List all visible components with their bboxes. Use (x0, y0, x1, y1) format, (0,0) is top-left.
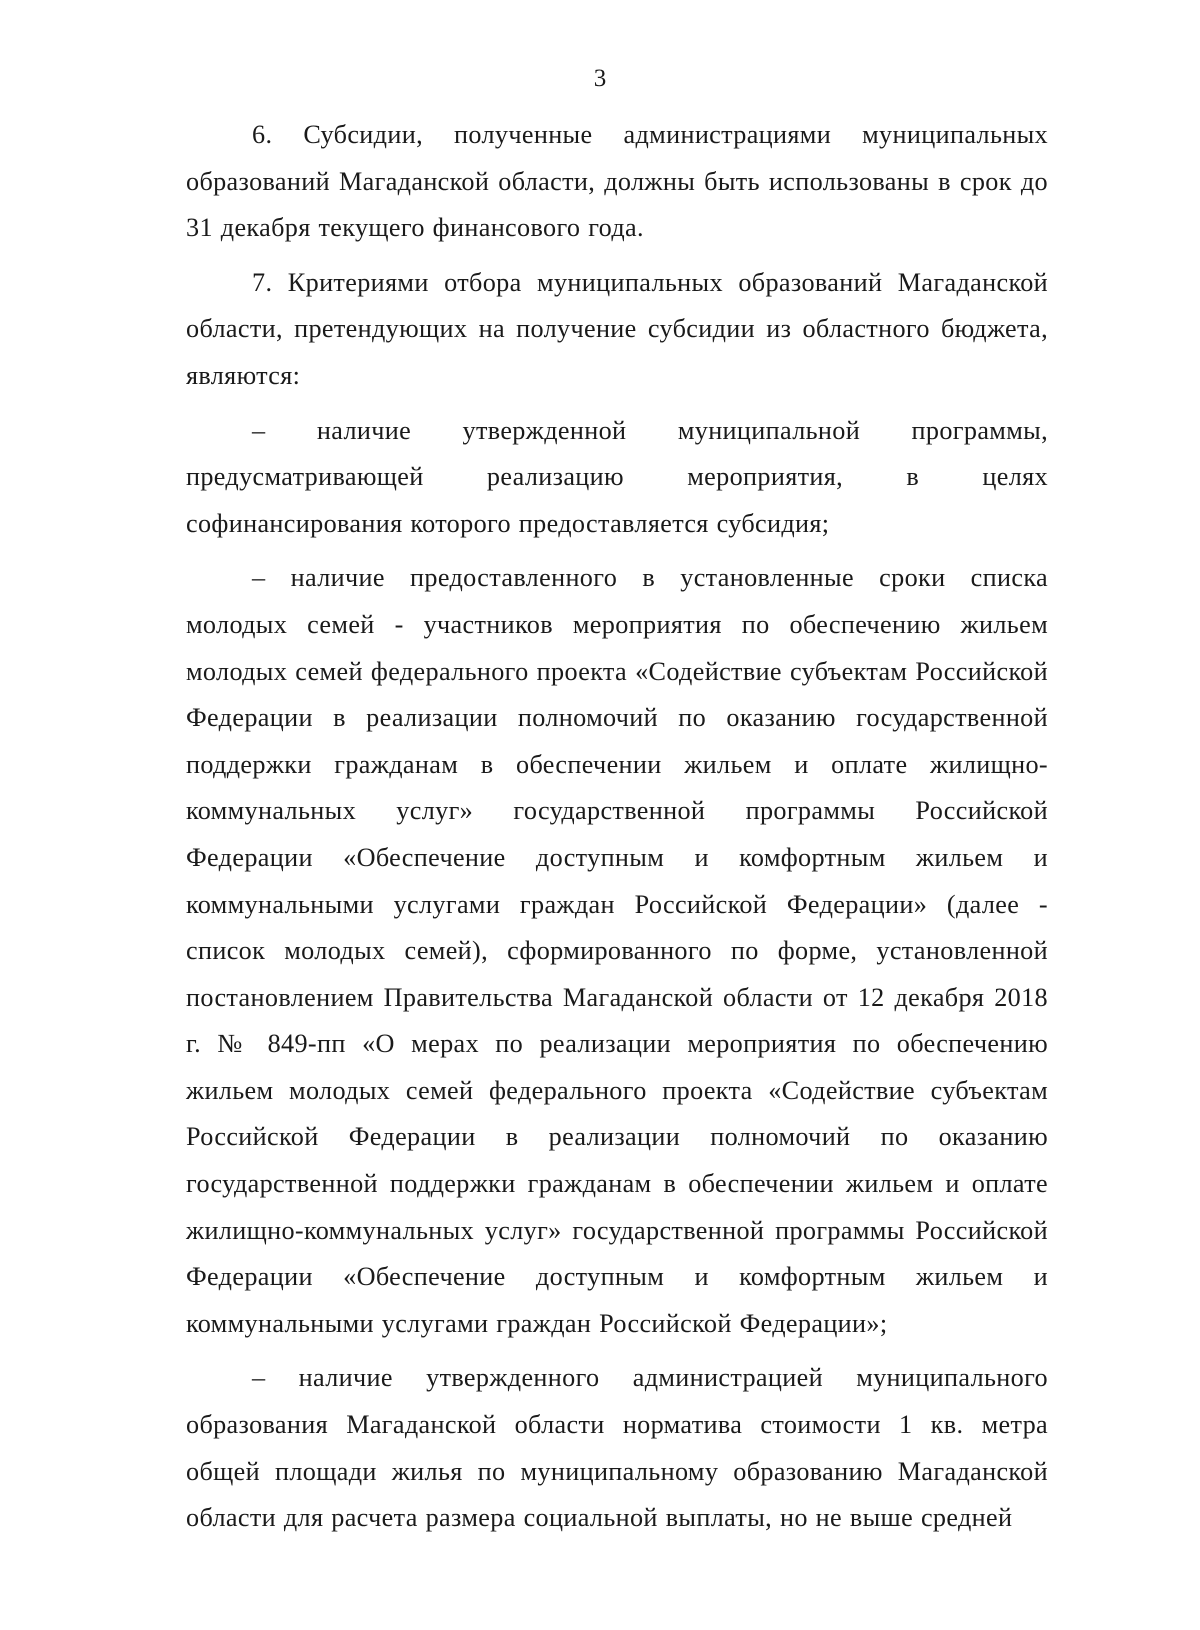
document-body (186, 112, 1048, 1550)
paragraph-selection-criteria-intro: 7. Критериями отбора муниципальных образований Магаданской области, претендующих на получение субсидии из областного бюджета, являются: (186, 267, 1048, 390)
paragraph-criterion-housing-cost-standard: – наличие утвержденного администрацией муниципального образования Магаданской области норматива стоимости 1 кв. метра общей площади жилья по муниципальному образованию Магаданской области для расчета размера социальной выплаты, но не выше средней (186, 1363, 1048, 1533)
paragraph-criterion-young-families-list: – наличие предоставленного в установленные сроки списка молодых семей - участников мероприятия по обеспечению жильем молодых семей федерального проекта «Содействие субъектам Российской Федерации в реализации полномочий по оказанию государственной поддержки гражданам в обеспечении жильем и оплате жилищно-коммунальных услуг» государственной программы Российской Федерации «Обеспечение доступным и комфортным жильем и коммунальными услугами граждан Российской Федерации» (далее - список молодых семей), сформированного по форме, установленной постановлением Правительства Магаданской области от 12 декабря 2018 г. № 849-пп «О мерах по реализации мероприятия по обеспечению жильем молодых семей федерального проекта «Содействие субъектам Российской Федерации в реализации полномочий по оказанию государственной поддержки гражданам в обеспечении жильем и оплате жилищно-коммунальных услуг» государственной программы Российской Федерации «Обеспечение доступным и комфортным жильем и коммунальными услугами граждан Российской Федерации»; (186, 563, 1048, 1338)
page-number: 3 (593, 65, 607, 92)
paragraph-subsidy-usage-deadline: 6. Субсидии, полученные администрациями муниципальных образований Магаданской области, должны быть использованы в срок до 31 декабря текущего финансового года. (186, 120, 1048, 243)
paragraph-criterion-approved-program: – наличие утвержденной муниципальной программы, предусматривающей реализацию мероприятия, в целях софинансирования которого предоставляется субсидия; (186, 415, 1048, 538)
